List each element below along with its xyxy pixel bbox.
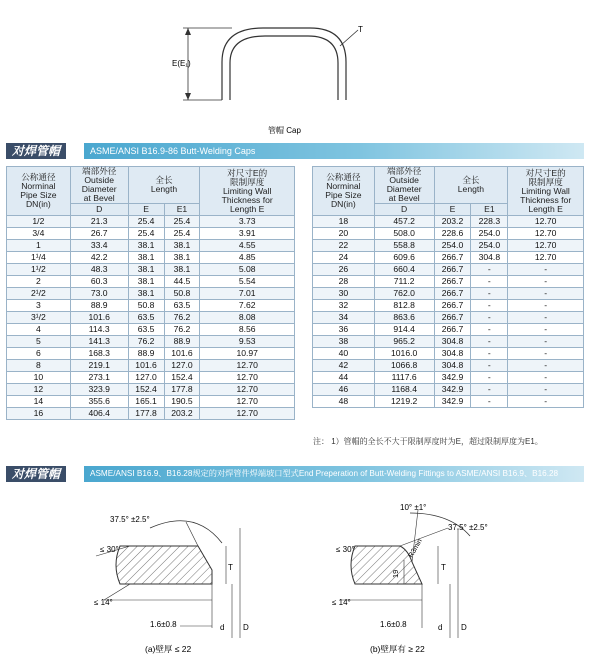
table-cell: 177.8 [128, 408, 164, 420]
table-row [313, 300, 584, 312]
table-cell: 2 [7, 276, 71, 288]
table-cell: 228.3 [471, 216, 508, 228]
table-cell: 24 [313, 252, 375, 264]
table-cell: 76.2 [164, 324, 200, 336]
table-cell: 46 [313, 384, 375, 396]
table-cell: 4.55 [200, 240, 295, 252]
e-dimension-label: E(E₁) [172, 59, 191, 68]
table-cell: 965.2 [374, 336, 434, 348]
bevel-caption-b: (b)壁厚有 ≥ 22 [370, 644, 425, 654]
table-cell: 762.0 [374, 288, 434, 300]
table-cell: - [508, 336, 584, 348]
table-row [7, 228, 295, 240]
table-cell: 254.0 [471, 240, 508, 252]
table-cell: 101.6 [128, 360, 164, 372]
section-banner-caps [6, 143, 584, 159]
table-row [7, 300, 295, 312]
table-cell: 660.4 [374, 264, 434, 276]
table-cell: 12.70 [200, 372, 295, 384]
table-cell: 50.8 [164, 288, 200, 300]
radius-label: R3min [407, 537, 424, 559]
table-cell: 304.8 [471, 252, 508, 264]
table-cell: 6 [7, 348, 71, 360]
table-cell: 38.1 [128, 276, 164, 288]
table-cell: 5.08 [200, 264, 295, 276]
table-cell: 63.5 [128, 312, 164, 324]
table-cell: 457.2 [374, 216, 434, 228]
table-cell: 26.7 [70, 228, 128, 240]
root-face-label: 1.6±0.8 [380, 620, 407, 629]
table-cell: 266.7 [434, 312, 471, 324]
bevel-angle-label: 37.5° ±2.5° [448, 523, 488, 532]
table-row [313, 396, 584, 408]
table-cell: 48 [313, 396, 375, 408]
table-cell: - [508, 360, 584, 372]
table-cell: 323.9 [70, 384, 128, 396]
table-cell: 32 [313, 300, 375, 312]
table-cell: - [471, 300, 508, 312]
header-e: E [434, 204, 471, 216]
root-face-label: 1.6±0.8 [150, 620, 177, 629]
table-cell: 4.85 [200, 252, 295, 264]
t-dimension-label: T [358, 25, 363, 34]
section-banner-bevel [6, 466, 584, 482]
table-cell: - [508, 300, 584, 312]
table-cell: 190.5 [164, 396, 200, 408]
table-cell: 12.70 [200, 396, 295, 408]
table-cell: 127.0 [128, 372, 164, 384]
wall-thickness-label: T [228, 563, 233, 572]
table-row [7, 372, 295, 384]
table-cell: 38.1 [164, 240, 200, 252]
inner-diameter-label: d [220, 623, 225, 632]
bevel-diagrams [0, 488, 590, 660]
table-cell: 3/4 [7, 228, 71, 240]
table-cell: - [471, 396, 508, 408]
table-row [7, 336, 295, 348]
cap-caption: 管帽 Cap [268, 126, 301, 135]
table-cell: 48.3 [70, 264, 128, 276]
table-cell: 10.97 [200, 348, 295, 360]
inner-taper-label: ≤ 14° [94, 598, 113, 607]
table-cell: 76.2 [164, 312, 200, 324]
caps-table-right [312, 166, 584, 408]
table-cell: 7.01 [200, 288, 295, 300]
table-row [313, 336, 584, 348]
header-nps: 公称通径 Norminal Pipe Size DN(in) [7, 167, 71, 216]
table-cell: 25.4 [128, 216, 164, 228]
table-cell: - [471, 336, 508, 348]
table-cell: 863.6 [374, 312, 434, 324]
table-cell: 63.5 [128, 324, 164, 336]
table-cell: 114.3 [70, 324, 128, 336]
table-row [313, 264, 584, 276]
table-cell: 25.4 [128, 228, 164, 240]
table-cell: 3¹/2 [7, 312, 71, 324]
bevel-diagram-b [332, 503, 488, 654]
table-cell: 38 [313, 336, 375, 348]
table-cell: 38.1 [128, 264, 164, 276]
table-cell: 38.1 [128, 240, 164, 252]
table-cell: 508.0 [374, 228, 434, 240]
header-nps: 公称通径 Norminal Pipe Size DN(in) [313, 167, 375, 216]
table-cell: 219.1 [70, 360, 128, 372]
table-row [313, 372, 584, 384]
table-row [313, 348, 584, 360]
table-cell: 3.91 [200, 228, 295, 240]
table-cell: 38.1 [128, 288, 164, 300]
cap-inner-outline [230, 36, 338, 100]
header-od: 端部外径 Outside Diameter at Bevel [70, 167, 128, 204]
table-cell: 12 [7, 384, 71, 396]
table-cell: 342.9 [434, 396, 471, 408]
table-cell: 1¹/2 [7, 264, 71, 276]
table-cell: 63.5 [164, 300, 200, 312]
table-row [7, 240, 295, 252]
table-cell: 5.54 [200, 276, 295, 288]
table-footnote: 注： 1）管帽的全长不大于限制厚度时为E，超过限制厚度为E1。 [313, 437, 543, 446]
table-cell: - [508, 264, 584, 276]
table-row [7, 312, 295, 324]
header-d: D [374, 204, 434, 216]
table-cell: 304.8 [434, 360, 471, 372]
section-tag: 对焊管帽 [6, 466, 66, 482]
cap-diagram [0, 0, 590, 140]
table-row [313, 228, 584, 240]
table-cell: 558.8 [374, 240, 434, 252]
table-cell: - [508, 396, 584, 408]
table-cell: 30 [313, 288, 375, 300]
table-row [7, 396, 295, 408]
table-row [313, 324, 584, 336]
table-cell: 14 [7, 396, 71, 408]
outer-taper-label: ≤ 30° [336, 545, 355, 554]
table-cell: 76.2 [128, 336, 164, 348]
section-subtitle: ASME/ANSI B16.9-86 Butt-Welding Caps [84, 143, 584, 159]
table-cell: - [471, 384, 508, 396]
table-cell: 88.9 [128, 348, 164, 360]
table-cell: 266.7 [434, 276, 471, 288]
table-cell: 266.7 [434, 300, 471, 312]
table-cell: 812.8 [374, 300, 434, 312]
table-row [7, 252, 295, 264]
table-cell: 12.70 [508, 228, 584, 240]
table-cell: - [471, 276, 508, 288]
outer-diameter-label: D [243, 623, 249, 632]
table-cell: 16 [7, 408, 71, 420]
table-cell: 12.70 [200, 408, 295, 420]
table-row [7, 324, 295, 336]
top-angle-label: 10° ±1° [400, 503, 427, 512]
table-row [7, 276, 295, 288]
table-row [313, 360, 584, 372]
table-cell: 1¹/4 [7, 252, 71, 264]
table-cell: 141.3 [70, 336, 128, 348]
table-cell: 38.1 [128, 252, 164, 264]
table-cell: 127.0 [164, 360, 200, 372]
table-row [7, 360, 295, 372]
table-cell: 1016.0 [374, 348, 434, 360]
table-cell: 88.9 [70, 300, 128, 312]
bevel-diagram-a [94, 515, 249, 654]
table-cell: - [471, 264, 508, 276]
table-cell: 34 [313, 312, 375, 324]
table-cell: 20 [313, 228, 375, 240]
table-cell: 8.56 [200, 324, 295, 336]
table-cell: - [508, 384, 584, 396]
table-cell: 38.1 [164, 252, 200, 264]
table-cell: 342.9 [434, 384, 471, 396]
table-cell: 1 [7, 240, 71, 252]
inner-taper-label: ≤ 14° [332, 598, 351, 607]
table-cell: 152.4 [128, 384, 164, 396]
table-cell: 5 [7, 336, 71, 348]
table-cell: 60.3 [70, 276, 128, 288]
height-label: 19 [391, 569, 400, 578]
table-cell: 3.73 [200, 216, 295, 228]
inner-diameter-label: d [438, 623, 443, 632]
table-cell: 88.9 [164, 336, 200, 348]
table-cell: 21.3 [70, 216, 128, 228]
table-cell: - [471, 312, 508, 324]
table-cell: 203.2 [434, 216, 471, 228]
table-cell: 25.4 [164, 216, 200, 228]
table-cell: 12.70 [508, 216, 584, 228]
table-cell: 914.4 [374, 324, 434, 336]
table-cell: 8.08 [200, 312, 295, 324]
caps-table-left [6, 166, 295, 420]
table-cell: 168.3 [70, 348, 128, 360]
bevel-caption-a: (a)壁厚 ≤ 22 [145, 644, 192, 654]
table-cell: 12.70 [508, 240, 584, 252]
table-cell: 101.6 [164, 348, 200, 360]
table-cell: 266.7 [434, 264, 471, 276]
table-cell: 2¹/2 [7, 288, 71, 300]
table-row [7, 384, 295, 396]
table-cell: 266.7 [434, 288, 471, 300]
table-cell: 266.7 [434, 324, 471, 336]
table-row [313, 312, 584, 324]
table-cell: 304.8 [434, 336, 471, 348]
table-cell: 28 [313, 276, 375, 288]
table-cell: - [471, 324, 508, 336]
table-cell: 33.4 [70, 240, 128, 252]
bevel-angle-label: 37.5° ±2.5° [110, 515, 150, 524]
pipe-wall-section-a [116, 546, 212, 584]
table-cell: 254.0 [471, 228, 508, 240]
header-od: 端部外径 Outside Diameter at Bevel [374, 167, 434, 204]
table-cell: 3 [7, 300, 71, 312]
table-row [313, 240, 584, 252]
section-tag: 对焊管帽 [6, 143, 66, 159]
table-cell: 273.1 [70, 372, 128, 384]
table-cell: 1066.8 [374, 360, 434, 372]
table-cell: 7.62 [200, 300, 295, 312]
table-cell: 44.5 [164, 276, 200, 288]
table-cell: 165.1 [128, 396, 164, 408]
header-wall: 对尺寸E的 限制厚度 Limiting Wall Thickness for Length E [508, 167, 584, 216]
table-cell: 1219.2 [374, 396, 434, 408]
table-row [7, 348, 295, 360]
table-cell: 36 [313, 324, 375, 336]
table-cell: - [508, 288, 584, 300]
table-cell: 1/2 [7, 216, 71, 228]
table-cell: 25.4 [164, 228, 200, 240]
table-row [7, 216, 295, 228]
table-cell: - [508, 372, 584, 384]
header-d: D [70, 204, 128, 216]
section-subtitle: ASME/ANSI B16.9、B16.28规定的对焊管件焊端坡口型式End Preperation of Butt-Welding Fittings to ASME/ANSI B16.9、B16.28 [84, 466, 584, 482]
outer-taper-label: ≤ 30° [100, 545, 119, 554]
table-cell: 228.6 [434, 228, 471, 240]
table-cell: 42 [313, 360, 375, 372]
table-row [7, 264, 295, 276]
table-cell: 42.2 [70, 252, 128, 264]
header-e1: E1 [164, 204, 200, 216]
table-cell: 1168.4 [374, 384, 434, 396]
table-row [313, 288, 584, 300]
table-cell: 10 [7, 372, 71, 384]
table-cell: 8 [7, 360, 71, 372]
table-cell: 203.2 [164, 408, 200, 420]
header-wall: 对尺寸E的 限制厚度 Limiting Wall Thickness for Length E [200, 167, 295, 216]
table-cell: 304.8 [434, 348, 471, 360]
table-cell: 177.8 [164, 384, 200, 396]
table-cell: 4 [7, 324, 71, 336]
wall-thickness-label: T [441, 563, 446, 572]
table-row [313, 252, 584, 264]
table-row [313, 384, 584, 396]
table-row [313, 216, 584, 228]
table-cell: - [471, 288, 508, 300]
table-cell: - [508, 324, 584, 336]
table-cell: 44 [313, 372, 375, 384]
table-cell: 26 [313, 264, 375, 276]
table-cell: 12.70 [200, 384, 295, 396]
table-cell: 609.6 [374, 252, 434, 264]
table-cell: - [508, 312, 584, 324]
table-cell: 1117.6 [374, 372, 434, 384]
table-cell: 38.1 [164, 264, 200, 276]
table-cell: - [471, 348, 508, 360]
cap-outer-outline [222, 28, 346, 100]
table-cell: 342.9 [434, 372, 471, 384]
header-e1: E1 [471, 204, 508, 216]
table-row [7, 288, 295, 300]
table-cell: 254.0 [434, 240, 471, 252]
table-cell: 40 [313, 348, 375, 360]
table-cell: 18 [313, 216, 375, 228]
table-cell: - [471, 372, 508, 384]
table-cell: 711.2 [374, 276, 434, 288]
table-cell: 266.7 [434, 252, 471, 264]
header-length: 全长 Length [434, 167, 508, 204]
table-cell: - [508, 276, 584, 288]
table-cell: - [508, 348, 584, 360]
table-cell: 12.70 [200, 360, 295, 372]
table-cell: 22 [313, 240, 375, 252]
outer-diameter-label: D [461, 623, 467, 632]
table-cell: 73.0 [70, 288, 128, 300]
table-cell: 355.6 [70, 396, 128, 408]
table-row [7, 408, 295, 420]
table-row [313, 276, 584, 288]
table-cell: 9.53 [200, 336, 295, 348]
header-length: 全长 Length [128, 167, 200, 204]
table-cell: - [471, 360, 508, 372]
table-cell: 101.6 [70, 312, 128, 324]
table-cell: 50.8 [128, 300, 164, 312]
table-cell: 406.4 [70, 408, 128, 420]
header-e: E [128, 204, 164, 216]
table-cell: 12.70 [508, 252, 584, 264]
table-cell: 152.4 [164, 372, 200, 384]
